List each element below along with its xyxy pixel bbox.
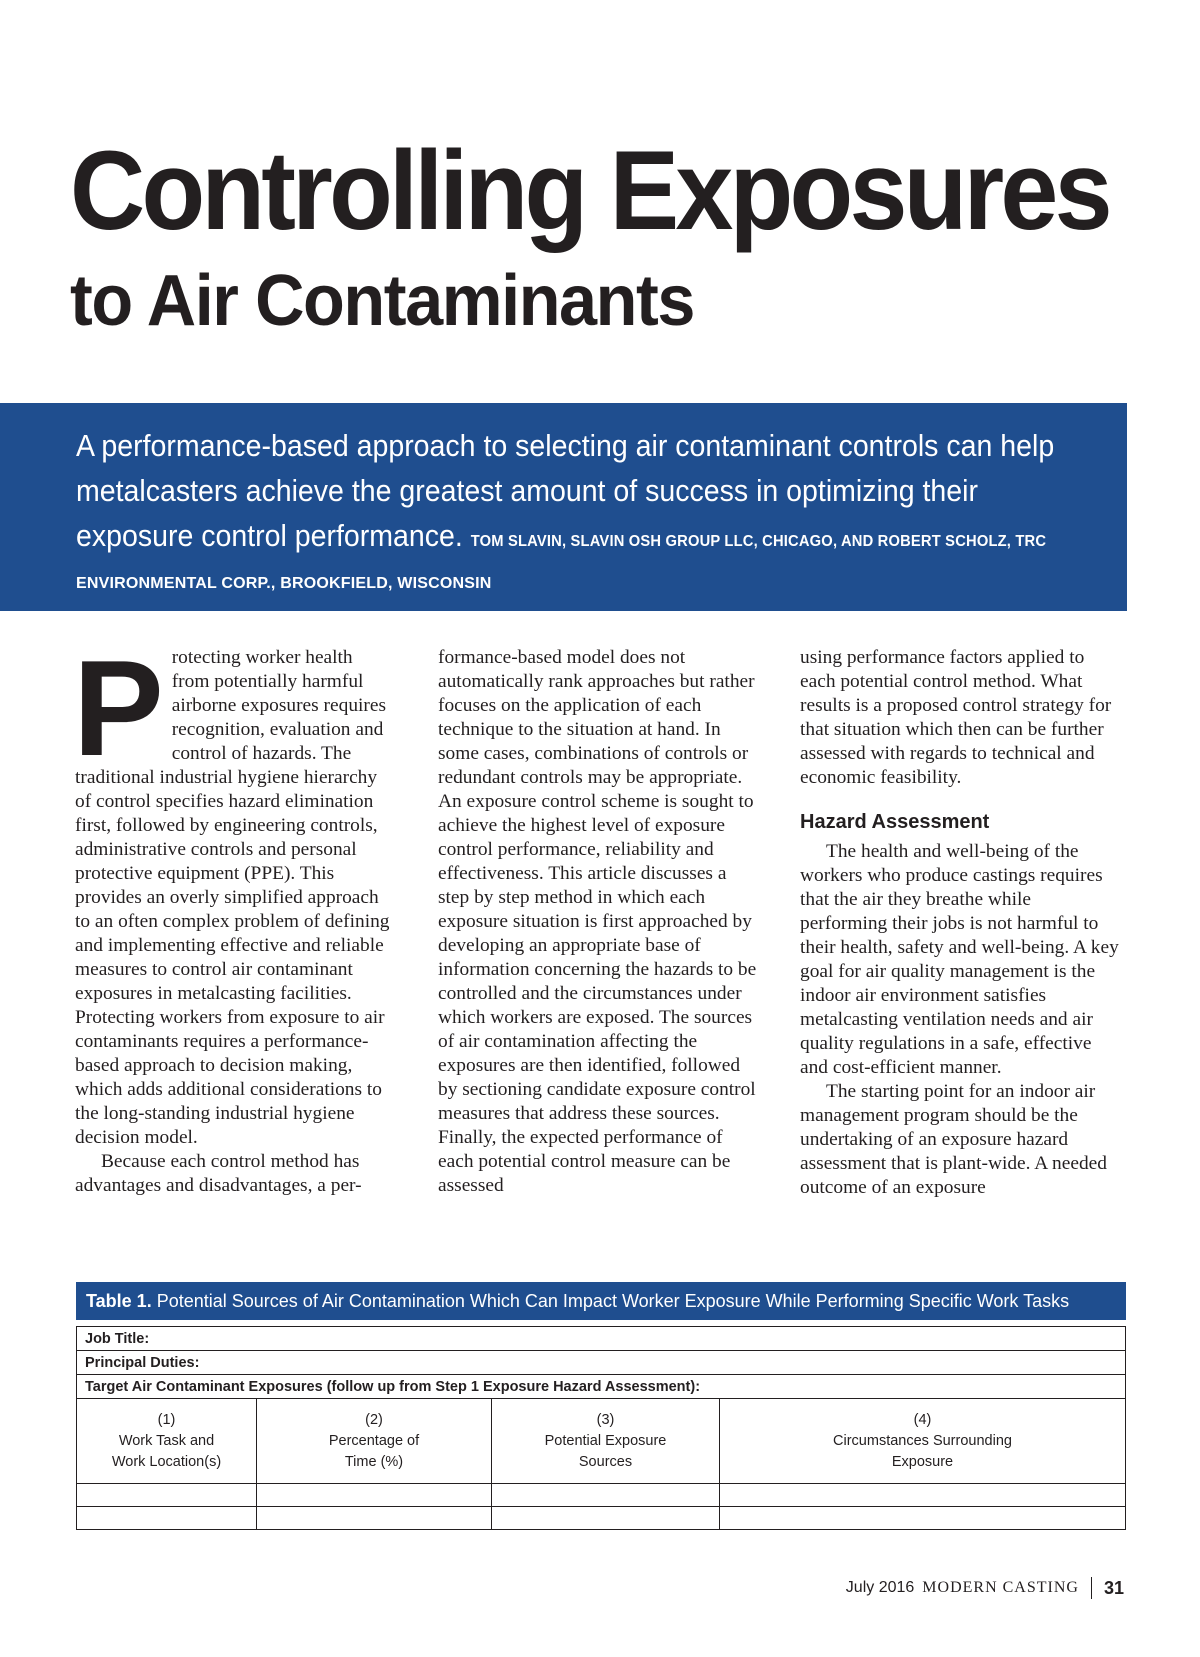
page-number: 31 — [1103, 1577, 1124, 1598]
page-footer — [846, 1577, 1124, 1599]
table-caption-text: Potential Sources of Air Contamination Which Can Impact Worker Exposure While Performing Specific Work Tasks — [156, 1291, 1070, 1311]
job-title-cell: Job Title: — [77, 1327, 1126, 1351]
column-header — [492, 1399, 720, 1484]
column-label: Time (%) — [344, 1453, 404, 1470]
column-label: Work Location(s) — [111, 1453, 222, 1470]
paragraph: The starting point for an indoor air management program should be the undertaking of an exposure hazard assessment that is plant-wide. A needed outcome of an exposure — [800, 1081, 1107, 1198]
table-row — [77, 1484, 1126, 1507]
byline-part1: TOM SLAVIN, SLAVIN OSH GROUP LLC, CHICAGO, AND ROBERT SCHOLZ, TRC — [470, 533, 1047, 550]
table-caption — [76, 1282, 1126, 1320]
table-caption-label: Table 1. — [86, 1291, 152, 1311]
column-number: (4) — [913, 1411, 932, 1428]
table-cell — [492, 1507, 720, 1530]
section-heading: Hazard Assessment — [800, 811, 990, 833]
exposure-table — [76, 1326, 1126, 1530]
column-number: (2) — [365, 1411, 383, 1428]
table-cell — [720, 1484, 1126, 1507]
paragraph: rotecting worker health from potentially harmful airborne exposures requires recognition, evaluation and control of hazards. The traditional industrial hygiene hierarchy of control specifies hazard elimination first, followed by engineering controls, administrative controls and personal protective equipment (PPE). This provides an overly simplified approach to an often complex problem of defining and implementing effective and reliable measures to control air contaminant exposures in metalcasting facilities. Protecting workers from exposure to air contaminants requires a performance-based approach to decision making, which adds additional considerations to the long-standing industrial hygiene decision model. — [75, 647, 390, 1148]
byline-part2: ENVIRONMENTAL CORP., BROOKFIELD, WISCONSIN — [76, 575, 492, 592]
column-header — [77, 1399, 257, 1484]
principal-duties-cell: Principal Duties: — [77, 1351, 1126, 1375]
article-subtitle: to Air Contaminants — [70, 261, 695, 341]
table-cell — [257, 1484, 492, 1507]
table-cell — [77, 1484, 257, 1507]
paragraph: The health and well-being of the workers who produce castings requires that the air they breathe while performing their jobs is not harmful to their health, safety and well-being. A key goal for air quality management is the indoor air environment satisfies metalcasting ventilation needs and air quality regulations in a safe, effective and cost-efficient manner. — [800, 841, 1119, 1078]
column-label: Circumstances Surrounding — [833, 1432, 1012, 1449]
column-label: Work Task and — [118, 1432, 215, 1449]
deck-text: A performance-based approach to selecting air contaminant controls can help metalcasters achieve the greatest amount of success in optimizing their exposure control performance. — [76, 428, 1055, 553]
article-title: Controlling Exposures — [70, 128, 1109, 253]
table-row — [77, 1351, 1126, 1375]
column-number: (3) — [596, 1411, 615, 1428]
table-cell — [492, 1484, 720, 1507]
table-cell — [720, 1507, 1126, 1530]
column-header — [257, 1399, 492, 1484]
table-row — [77, 1327, 1126, 1351]
target-exposures-cell: Target Air Contaminant Exposures (follow up from Step 1 Exposure Hazard Assessment): — [77, 1375, 1126, 1399]
table-row — [77, 1375, 1126, 1399]
deck-text-block — [76, 423, 1088, 564]
table-cell — [77, 1507, 257, 1530]
table-row — [77, 1507, 1126, 1530]
magazine-name: MODERN CASTING — [922, 1579, 1079, 1596]
column-label: Sources — [578, 1453, 633, 1470]
body-column-1 — [73, 632, 395, 1198]
footer-divider — [1091, 1577, 1092, 1599]
paragraph: using performance factors applied to each potential control method. What results is a proposed control strategy for that situation which then can be further assessed with regards to technical and economic feasibility. — [800, 647, 1112, 788]
table-cell — [257, 1507, 492, 1530]
paragraph: Because each control method has advantages and disadvantages, a per- — [75, 1151, 362, 1196]
issue-date: July 2016 — [845, 1579, 915, 1596]
column-label: Percentage of — [328, 1432, 420, 1449]
column-number: (1) — [157, 1411, 176, 1428]
body-column-2 — [438, 646, 758, 1198]
column-label: Potential Exposure — [544, 1432, 667, 1449]
deck-banner — [0, 403, 1127, 611]
dropcap: P — [73, 632, 164, 784]
paragraph: formance-based model does not automatically rank approaches but rather focuses on the application of each technique to the situation at hand. In some cases, combinations of controls or redundant controls may be appropriate. An exposure control scheme is sought to achieve the highest level of exposure control performance, reliability and effectiveness. This article discusses a step by step method in which each exposure situation is first approached by developing an appropriate base of information concerning the hazards to be controlled and the circumstances under which workers are exposed. The sources of air contamination affecting the exposures are then identified, followed by sectioning candidate exposure control measures that address these sources. Finally, the expected performance of each potential control measure can be assessed — [438, 647, 757, 1196]
column-label: Exposure — [891, 1453, 954, 1470]
column-header — [720, 1399, 1126, 1484]
body-column-3 — [800, 646, 1120, 1200]
table-header-row — [77, 1399, 1126, 1484]
